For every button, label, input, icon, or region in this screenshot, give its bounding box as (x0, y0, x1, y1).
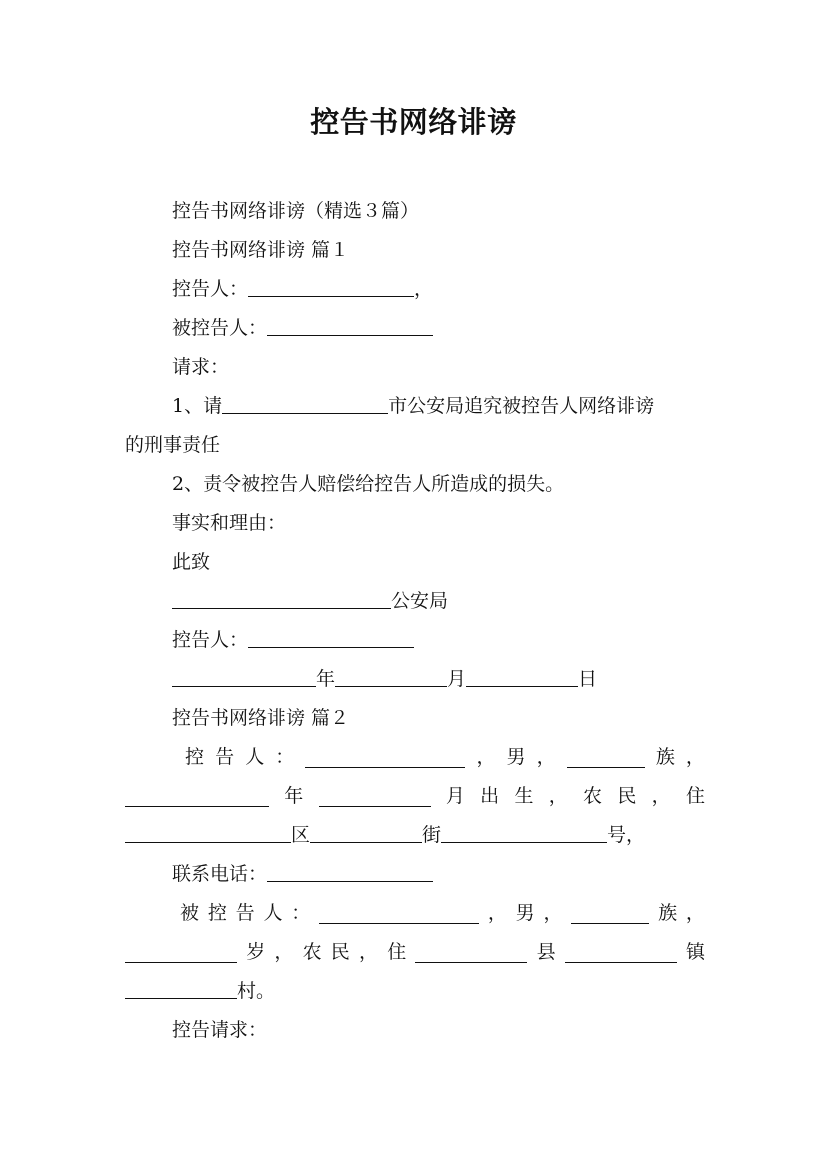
blank-field (305, 747, 465, 768)
request-label: 请求： (172, 356, 230, 378)
char: 被 (180, 902, 200, 924)
p2-complainant-line2 (125, 781, 705, 811)
char: ， (359, 941, 379, 963)
char: 告 (235, 902, 255, 924)
blank-field (335, 666, 447, 687)
char: ， (651, 785, 671, 807)
date-line (172, 664, 705, 694)
char: 年 (284, 785, 304, 807)
char: ， (487, 902, 507, 924)
char: 人 (263, 902, 283, 924)
item1-suffix: 市公安局追究被控告人网络诽谤 (388, 395, 655, 417)
date-month: 月 (447, 668, 467, 690)
p2-defendant-line2 (125, 937, 705, 967)
char: ， (543, 902, 563, 924)
char: 男 (506, 746, 526, 768)
blank-field (415, 942, 527, 963)
blank-field (565, 942, 677, 963)
blank-field (248, 627, 414, 648)
char: 住 (387, 941, 407, 963)
char: 族 (655, 746, 675, 768)
punctuation: ， (414, 278, 434, 300)
blank-field (267, 861, 433, 882)
char: 农 (302, 941, 322, 963)
char: ： (275, 746, 295, 768)
phone-label: 联系电话： (172, 863, 268, 885)
char: 控 (185, 746, 205, 768)
char: 男 (515, 902, 535, 924)
char: ， (536, 746, 556, 768)
char: ： (291, 902, 311, 924)
blank-field (125, 786, 269, 807)
blank-field (319, 903, 479, 924)
date-day: 日 (578, 668, 598, 690)
facts-label: 事实和理由： (172, 512, 287, 534)
char: 出 (480, 785, 500, 807)
blank-field (125, 978, 237, 999)
defendant-label: 被控告人： (172, 317, 268, 339)
complainant-label: 控告人： (172, 278, 249, 300)
char: 民 (617, 785, 637, 807)
char: 镇 (685, 941, 705, 963)
char: 月 (445, 785, 465, 807)
char: ， (685, 902, 705, 924)
blank-field (466, 666, 578, 687)
p2-complainant-line3 (125, 820, 705, 850)
char: 岁 (246, 941, 266, 963)
section1-heading: 控告书网络诽谤 篇１ (172, 239, 350, 261)
char: 生 (514, 785, 534, 807)
blank-field (441, 822, 607, 843)
p2-complainant-line1 (185, 742, 705, 772)
blank-field (248, 276, 414, 297)
char: 村。 (237, 980, 276, 1002)
subtitle: 控告书网络诽谤（精选３篇） (172, 200, 420, 222)
complainant-line (172, 274, 705, 304)
closing-text: 此致 (172, 551, 211, 573)
police-bureau-line (172, 586, 705, 616)
p2-defendant-line3 (125, 976, 705, 1006)
date-year: 年 (316, 668, 336, 690)
blank-field (319, 786, 431, 807)
char: 农 (583, 785, 603, 807)
blank-field (125, 822, 291, 843)
blank-field (571, 903, 649, 924)
blank-field (310, 822, 422, 843)
document-title: 控告书网络诽谤 (310, 105, 517, 139)
blank-field (125, 942, 237, 963)
section2-heading: 控告书网络诽谤 篇２ (172, 707, 350, 729)
char: 族 (658, 902, 678, 924)
char: 人 (245, 746, 265, 768)
item1-line (172, 391, 705, 421)
item1-continuation: 的刑事责任 (125, 434, 221, 456)
complainant-sign-line (172, 625, 705, 655)
char: 街 (422, 824, 442, 846)
blank-field (172, 666, 316, 687)
police-bureau-text: 公安局 (391, 590, 449, 612)
char: ， (685, 746, 705, 768)
blank-field (567, 747, 645, 768)
char: ， (548, 785, 568, 807)
complainant-sign-label: 控告人： (172, 629, 249, 651)
blank-field (222, 393, 388, 414)
blank-field (172, 588, 391, 609)
char: 告 (215, 746, 235, 768)
phone-line (172, 859, 705, 889)
char: 号， (607, 824, 646, 846)
accuse-request-label: 控告请求： (172, 1019, 268, 1041)
char: 控 (207, 902, 227, 924)
char: 县 (536, 941, 556, 963)
char: ， (476, 746, 496, 768)
char: 民 (330, 941, 350, 963)
blank-field (267, 315, 433, 336)
defendant-line (172, 313, 705, 343)
item1-prefix: 1、请 (172, 395, 223, 417)
char: 住 (685, 785, 705, 807)
p2-defendant-line1 (180, 898, 705, 928)
char: ， (274, 941, 294, 963)
item2-line: 2、责令被控告人赔偿给控告人所造成的损失。 (172, 473, 565, 495)
char: 区 (291, 824, 311, 846)
